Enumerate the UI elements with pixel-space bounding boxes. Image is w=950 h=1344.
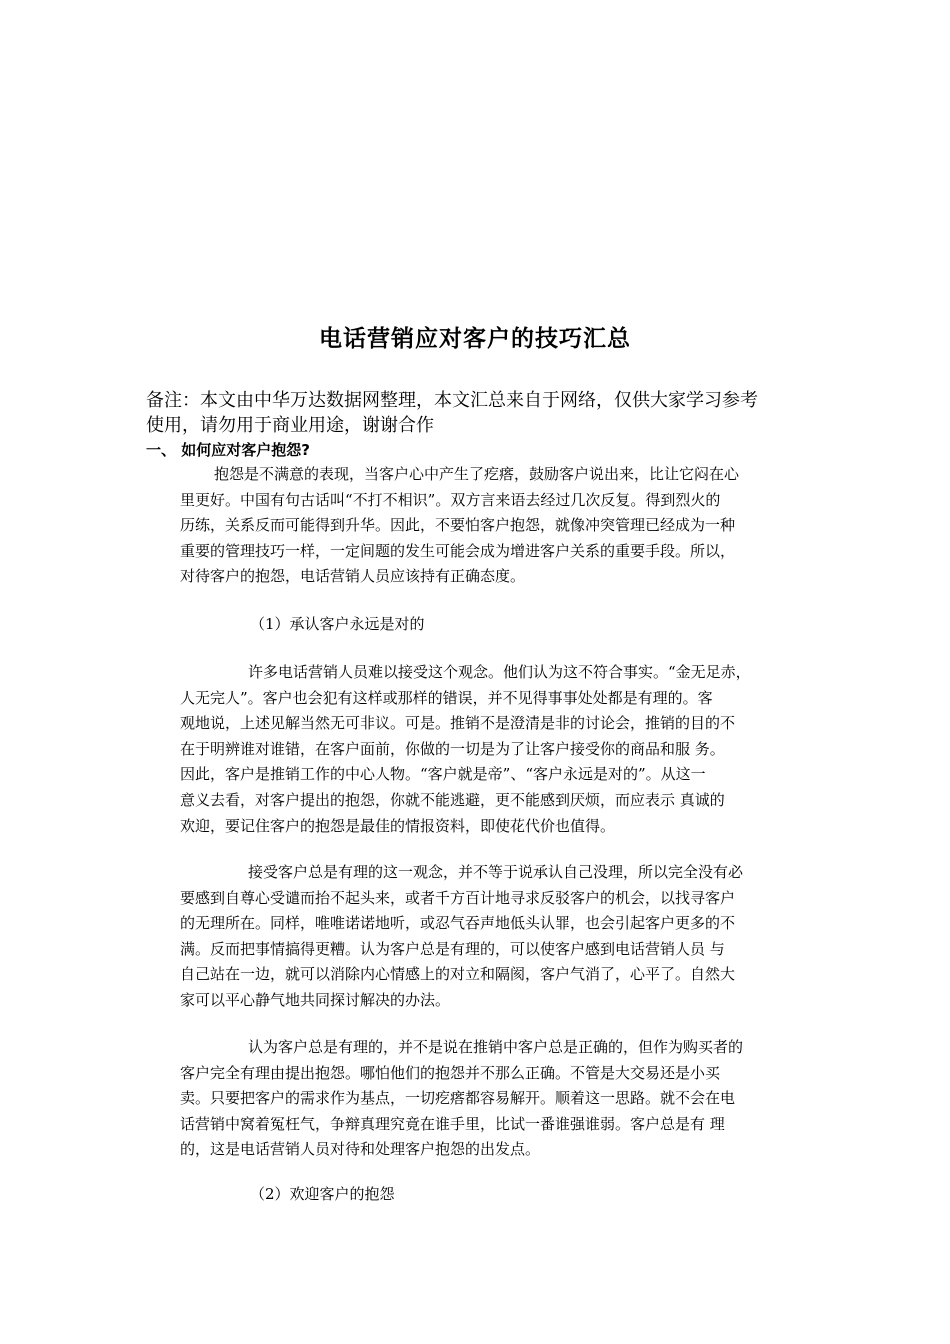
paragraph-line: 意义去看，对客户提出的抱怨，你就不能逃避，更不能感到厌烦，而应表示 真诚的: [180, 790, 725, 809]
document-title: 电话营销应对客户的技巧汇总: [319, 326, 631, 352]
paragraph-line: 接受客户总是有理的这一观念，并不等于说承认自己没理，所以完全没有必: [248, 863, 744, 881]
note-line: 使用，请勿用于商业用途，谢谢合作: [146, 415, 434, 436]
paragraph-line: 话营销中窝着冤枉气，争辩真理究竟在谁手里，比试一番谁强谁弱。客户总是有 理: [180, 1114, 725, 1133]
paragraph-line: 抱怨是不满意的表现，当客户心中产生了疙瘩，鼓励客户说出来，比让它闷在心: [214, 465, 740, 483]
subheading-1: （1）承认客户永远是对的: [250, 615, 425, 633]
paragraph-line: 在于明辨谁对谁错，在客户面前，你做的一切是为了让客户接受你的商品和服 务。: [180, 739, 725, 758]
paragraph-line: 因此，客户是推销工作的中心人物。“客户就是帝”、“客户永远是对的”。从这一: [180, 765, 706, 784]
paragraph-line: 重要的管理技巧一样，一定间题的发生可能会成为增进客户关系的重要手段。所以，: [180, 541, 736, 560]
paragraph-line: 自己站在一边，就可以消除内心情感上的对立和隔阂，客户气消了，心平了。自然大: [180, 965, 736, 984]
paragraph-line: 历练，关系反而可能得到升华。因此，不要怕客户抱怨，就像冲突管理已经成为一种: [180, 516, 736, 535]
paragraph-line: 里更好。中国有句古话叫“不打不相识”。双方言来语去经过几次反复。得到烈火的: [180, 490, 721, 509]
paragraph-line: 的无理所在。同样，唯唯诺诺地听，或忍气吞声地低头认罪，也会引起客户更多的不: [180, 914, 736, 933]
paragraph-line: 满。反而把事情搞得更糟。认为客户总是有理的，可以使客户感到电话营销人员 与: [180, 939, 725, 958]
paragraph-line: 要感到自尊心受谴而抬不起头来，或者千方百计地寻求反驳客户的机会，以找寻客户: [180, 888, 736, 907]
paragraph-line: 客户完全有理由提出抱怨。哪怕他们的抱怨并不那么正确。不管是大交易还是小买: [180, 1063, 721, 1082]
paragraph-line: 的，这是电话营销人员对待和处理客户抱怨的出发点。: [180, 1140, 541, 1159]
paragraph-line: 观地说，上述见解当然无可非议。可是。推销不是澄清是非的讨论会，推销的目的不: [180, 714, 736, 733]
paragraph-complaints-intro: [180, 462, 820, 590]
paragraph-line: 欢迎，要记住客户的抱怨是最佳的情报资料，即使花代价也值得。: [180, 816, 616, 835]
note-line: 备注：本文由中华万达数据网整理，本文汇总来自于网络，仅供大家学习参考: [146, 390, 758, 411]
paragraph-line: 认为客户总是有理的，并不是说在推销中客户总是正确的，但作为购买者的: [248, 1038, 744, 1056]
paragraph-customer-right: [180, 660, 820, 839]
paragraph-line: 人无完人”。客户也会犯有这样或那样的错误，并不见得事事处处都是有理的。客: [180, 688, 713, 707]
subheading-2: （2）欢迎客户的抱怨: [250, 1185, 395, 1203]
paragraph-accept-concept: [180, 860, 820, 1014]
paragraph-line: 家可以平心静气地共同探讨解决的办法。: [180, 990, 451, 1009]
paragraph-line: 卖。只要把客户的需求作为基点，一切疙瘩都容易解开。顺着这一思路。就不会在电: [180, 1089, 736, 1108]
paragraph-customer-reason: [180, 1035, 820, 1163]
paragraph-line: 许多电话营销人员难以接受这个观念。他们认为这不符合事实。“金无足赤，: [248, 663, 751, 681]
paragraph-line: 对待客户的抱怨，电话营销人员应该持有正确态度。: [180, 567, 526, 586]
section-heading: 一、 如何应对客户抱怨?: [146, 441, 310, 459]
document-note: [146, 388, 810, 438]
